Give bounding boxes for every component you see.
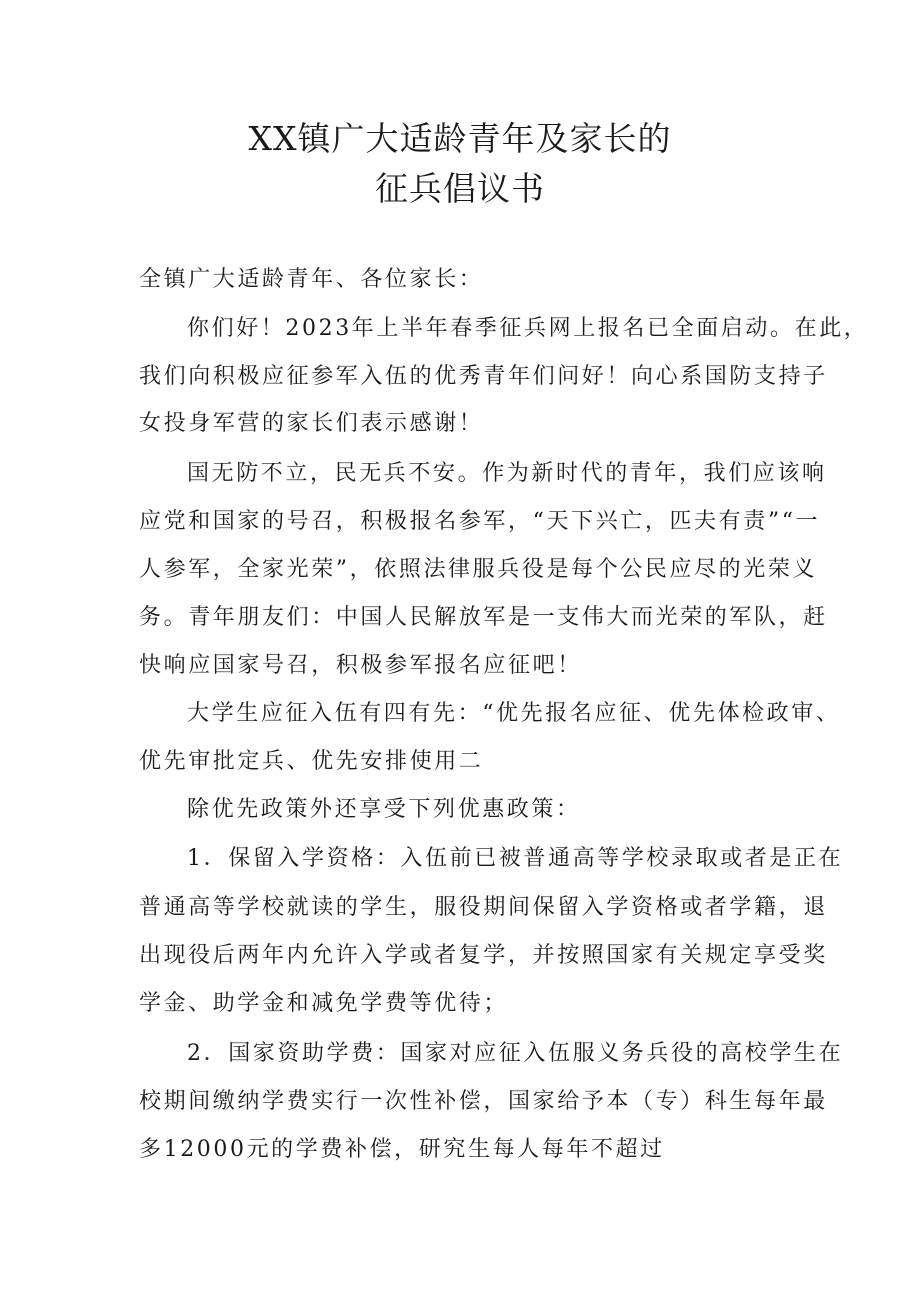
- salutation: 全镇广大适龄青年、各位家长：: [139, 267, 484, 292]
- text-line: 优先审批定兵、优先安排使用二: [139, 749, 484, 774]
- text-line: 务。青年朋友们：中国人民解放军是一支伟大而光荣的军队，赶: [139, 605, 828, 630]
- document-title-line-1: XX镇广大适龄青年及家长的: [248, 119, 672, 158]
- text-line: 我们向积极应征参军入伍的优秀青年们问好！向心系国防支持子: [139, 364, 828, 389]
- text-line: 1．保留入学资格：入伍前已被普通高等学校录取或者是正在: [187, 846, 844, 871]
- text-line: 除优先政策外还享受下列优惠政策：: [187, 797, 581, 822]
- text-line: 女投身军营的家长们表示感谢！: [139, 411, 484, 436]
- text-line: 多12000元的学费补偿，研究生每人每年不超过: [139, 1137, 665, 1162]
- text-line: 你们好！2023年上半年春季征兵网上报名已全面启动。在此，: [187, 316, 869, 341]
- document-title-line-2: 征兵倡议书: [375, 169, 545, 208]
- text-line: 应党和国家的号召，积极报名参军，“天下兴亡，匹夫有责”“一: [139, 509, 821, 534]
- text-line: 快响应国家号召，积极参军报名应征吧！: [139, 653, 582, 678]
- text-line: 2．国家资助学费：国家对应征入伍服义务兵役的高校学生在: [187, 1041, 844, 1066]
- text-line: 大学生应征入伍有四有先：“优先报名应征、优先体检政审、: [187, 701, 841, 726]
- text-line: 人参军，全家光荣”，依照法律服兵役是每个公民应尽的光荣义: [139, 557, 818, 582]
- text-line: 学金、助学金和减免学费等优待；: [139, 991, 509, 1016]
- text-line: 校期间缴纳学费实行一次性补偿，国家给予本（专）科生每年最: [139, 1089, 828, 1114]
- text-line: 国无防不立，民无兵不安。作为新时代的青年，我们应该响: [187, 461, 827, 486]
- text-line: 普通高等学校就读的学生，服役期间保留入学资格或者学籍，退: [139, 895, 828, 920]
- text-line: 出现役后两年内允许入学或者复学，并按照国家有关规定享受奖: [139, 943, 828, 968]
